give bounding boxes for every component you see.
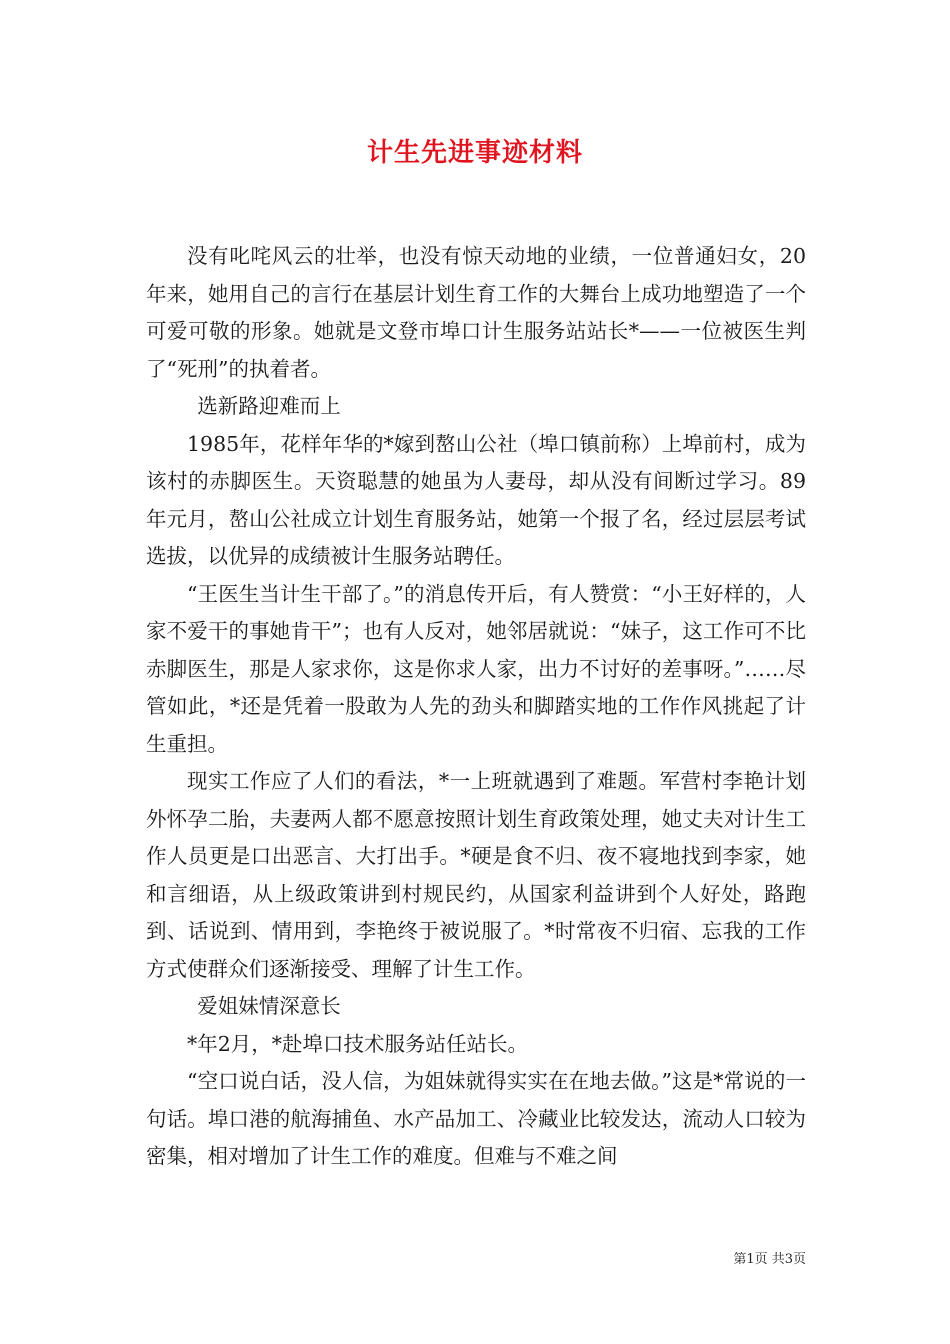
page-number: 第1页 共3页: [733, 1252, 806, 1267]
section-heading: 爱姐妹情深意长: [197, 994, 341, 1018]
document-title: 计生先进事迹材料: [366, 138, 583, 168]
paragraph: “空口说白话，没人信，为姐妹就得实实在在地去做。”这是*常说的一句话。埠口港的航海捕鱼、水产品加工、冷藏业比较发达，流动人口较为密集，相对增加了计生工作的难度。但难与不难之间: [146, 1069, 806, 1168]
document-body: [146, 238, 806, 1176]
paragraph: *年2月，*赴埠口技术服务站任站长。: [187, 1031, 529, 1056]
paragraph: 现实工作应了人们的看法，*一上班就遇到了难题。军营村李艳计划外怀孕二胎，夫妻两人都不愿意按照计划生育政策处理，她丈夫对计生工作人员更是口出恶言、大打出手。*硬是食不归、夜不寝地找到李家，她和言细语，从上级政策讲到村规民约，从国家利益讲到个人好处，路跑到、话说到、情用到，李艳终于被说服了。*时常夜不归宿、忘我的工作方式使群众们逐渐接受、理解了计生工作。: [146, 769, 806, 981]
paragraph: 1985年，花样年华的*嫁到嶅山公社（埠口镇前称）上埠前村，成为该村的赤脚医生。天资聪慧的她虽为人妻母，却从没有间断过学习。89年元月，嶅山公社成立计划生育服务站，她第一个报了名，经过层层考试选拔，以优异的成绩被计生服务站聘任。: [146, 431, 806, 568]
paragraph: “王医生当计生干部了。”的消息传开后，有人赞赏：“小王好样的，人家不爱干的事她肯干”；也有人反对，她邻居就说：“妹子，这工作可不比赤脚医生，那是人家求你，这是你求人家，出力不讨好的差事呀。”……尽管如此，*还是凭着一股敢为人先的劲头和脚踏实地的工作作风挑起了计生重担。: [146, 581, 806, 756]
paragraph: 没有叱咤风云的壮举，也没有惊天动地的业绩，一位普通妇女，20年来，她用自己的言行在基层计划生育工作的大舞台上成功地塑造了一个可爱可敬的形象。她就是文登市埠口计生服务站站长*——一位被医生判了“死刑”的执着者。: [146, 244, 806, 381]
section-heading: 选新路迎难而上: [197, 394, 341, 418]
